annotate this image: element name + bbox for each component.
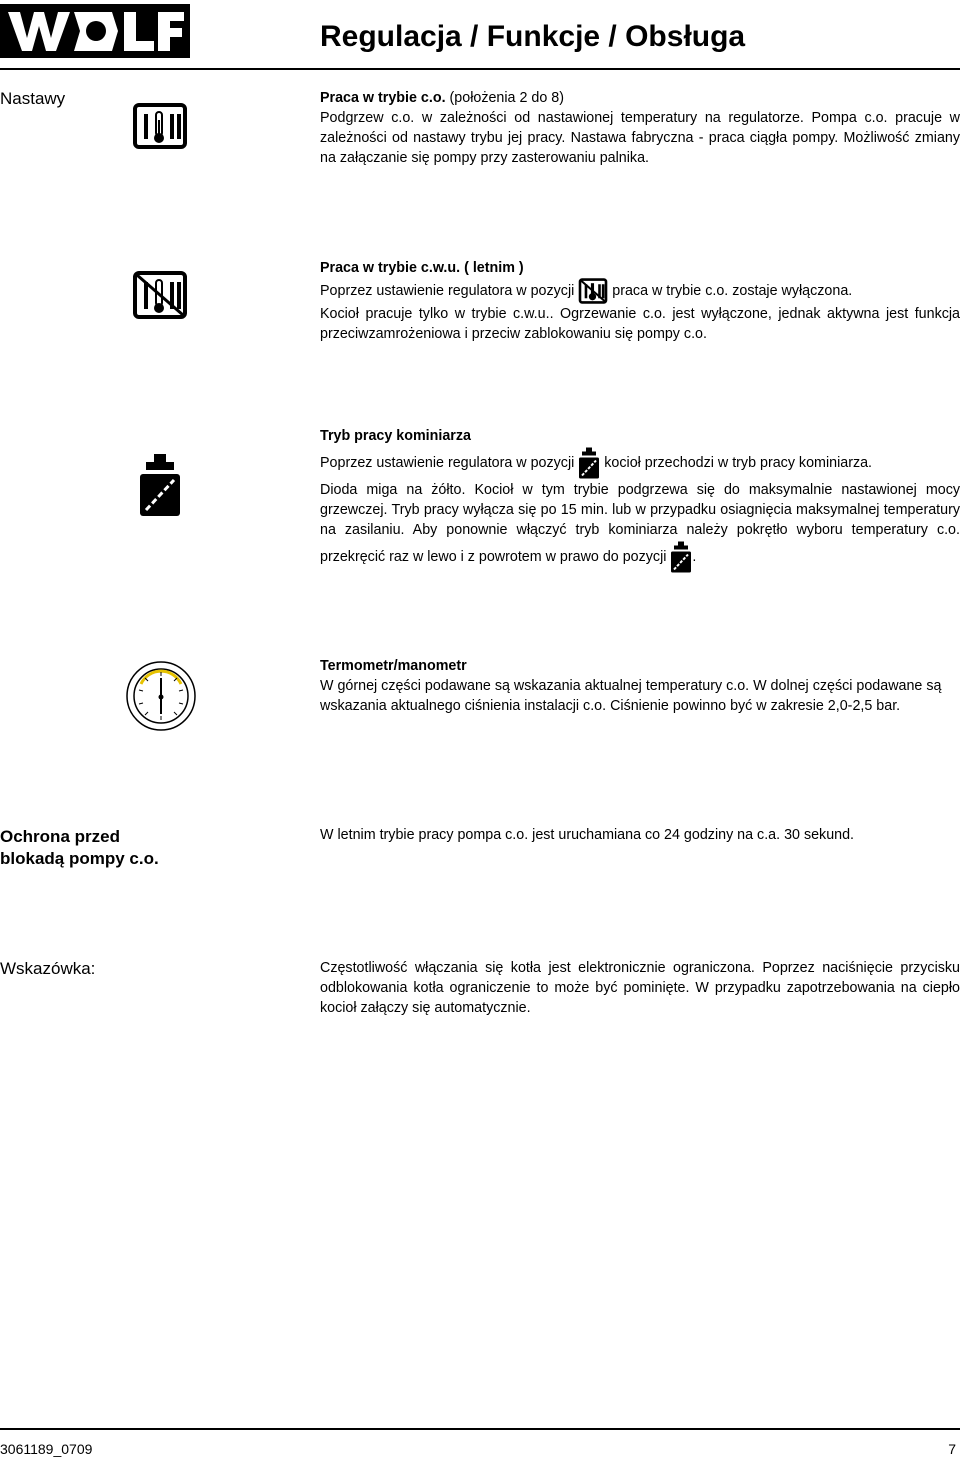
page-number: 7 <box>948 1441 956 1457</box>
page-title: Regulacja / Funkcje / Obsługa <box>320 20 746 53</box>
chimney-sweep-text: Dioda miga na żółto. Kocioł w tym trybie podgrzewa się do maksymalnie nastawionej mocy grzewczej. Tryb pracy wyłącza się po 15 min. lub w przypadku osiagnięcia maksymalnej temperatury na zasilaniu. Aby ponownie włączyć tryb kominiarza należy pokrętło wyboru temperatury c.o. przekręcić raz w lewo i z powrotem w prawo do pozycji <box>320 482 960 565</box>
cwu-line1-after: praca w trybie c.o. zostaje wyłączona. <box>612 282 853 299</box>
co-mode-text: Podgrzew c.o. w zależności od nastawionej temperatury na regulatorze. Pompa c.o. pracuje w zależności od nastawy trybu jej pracy. Nastawa fabryczna - praca ciągła pompy. Możliwość zmiany na załączanie się pompy przy zasterowaniu palnika. <box>320 110 960 166</box>
thermometer-heading: Termometr/manometr <box>320 658 467 674</box>
header-divider <box>0 68 960 70</box>
document-number: 3061189_0709 <box>0 1441 93 1457</box>
section-label-note: Wskazówka: <box>0 959 96 978</box>
chimney-sweep-section <box>320 426 960 574</box>
chimney-line1-before: Poprzez ustawienie regulatora w pozycji <box>320 454 575 471</box>
pump-protection-text: W letnim trybie pracy pompa c.o. jest uruchamiana co 24 godziny na c.a. 30 sekund. <box>320 827 855 843</box>
chimney-sweep-text-end: . <box>692 548 697 565</box>
cwu-mode-section <box>320 258 960 344</box>
thermometer-section <box>320 656 960 716</box>
chimney-sweep-icon <box>670 540 692 574</box>
cwu-line1-before: Poprzez ustawienie regulatora w pozycji <box>320 282 575 299</box>
radiator-thermometer-icon <box>132 102 188 150</box>
thermometer-text: W górnej części podawane są wskazania aktualnej temperatury c.o. W dolnej części podawane są wskazania aktualnego ciśnienia instalacji c.o. Ciśnienie powinno być w zakresie 2,0-2,5 bar. <box>320 678 942 714</box>
section-label-pump-protection <box>0 826 159 870</box>
cwu-mode-heading: Praca w trybie c.w.u. ( letnim ) <box>320 260 524 276</box>
radiator-crossed-icon <box>578 278 608 304</box>
co-mode-heading: Praca w trybie c.o. <box>320 90 446 106</box>
pump-protection-label-line2: blokadą pompy c.o. <box>0 849 159 868</box>
pump-protection-label-line1: Ochrona przed <box>0 827 120 846</box>
wolf-logo <box>0 4 190 58</box>
footer-divider <box>0 1428 960 1430</box>
chimney-sweep-icon <box>578 446 600 480</box>
chimney-sweep-heading: Tryb pracy kominiarza <box>320 428 471 444</box>
thermo-manometer-icon <box>125 660 197 732</box>
co-mode-heading-suffix: (położenia 2 do 8) <box>445 90 564 106</box>
note-text: Częstotliwość włączania się kotła jest elektronicznie ograniczona. Poprzez naciśnięcie przycisku odblokowania kotła ograniczenie to może być pominięte. W przypadku zapotrzebowania na ciepło kocioł załączy się automatycznie. <box>320 960 960 1016</box>
chimney-sweep-icon <box>138 452 182 518</box>
radiator-crossed-icon <box>132 270 188 320</box>
co-mode-section <box>320 88 960 168</box>
chimney-line1-after: kocioł przechodzi w tryb pracy kominiarza. <box>604 454 873 471</box>
cwu-mode-text: Kocioł pracuje tylko w trybie c.w.u.. Ogrzewanie c.o. jest wyłączone, jednak aktywna jest funkcja przeciwzamrożeniowa i przeciw zablokowaniu się pompy c.o. <box>320 306 960 342</box>
section-label-nastawy: Nastawy <box>0 89 66 108</box>
